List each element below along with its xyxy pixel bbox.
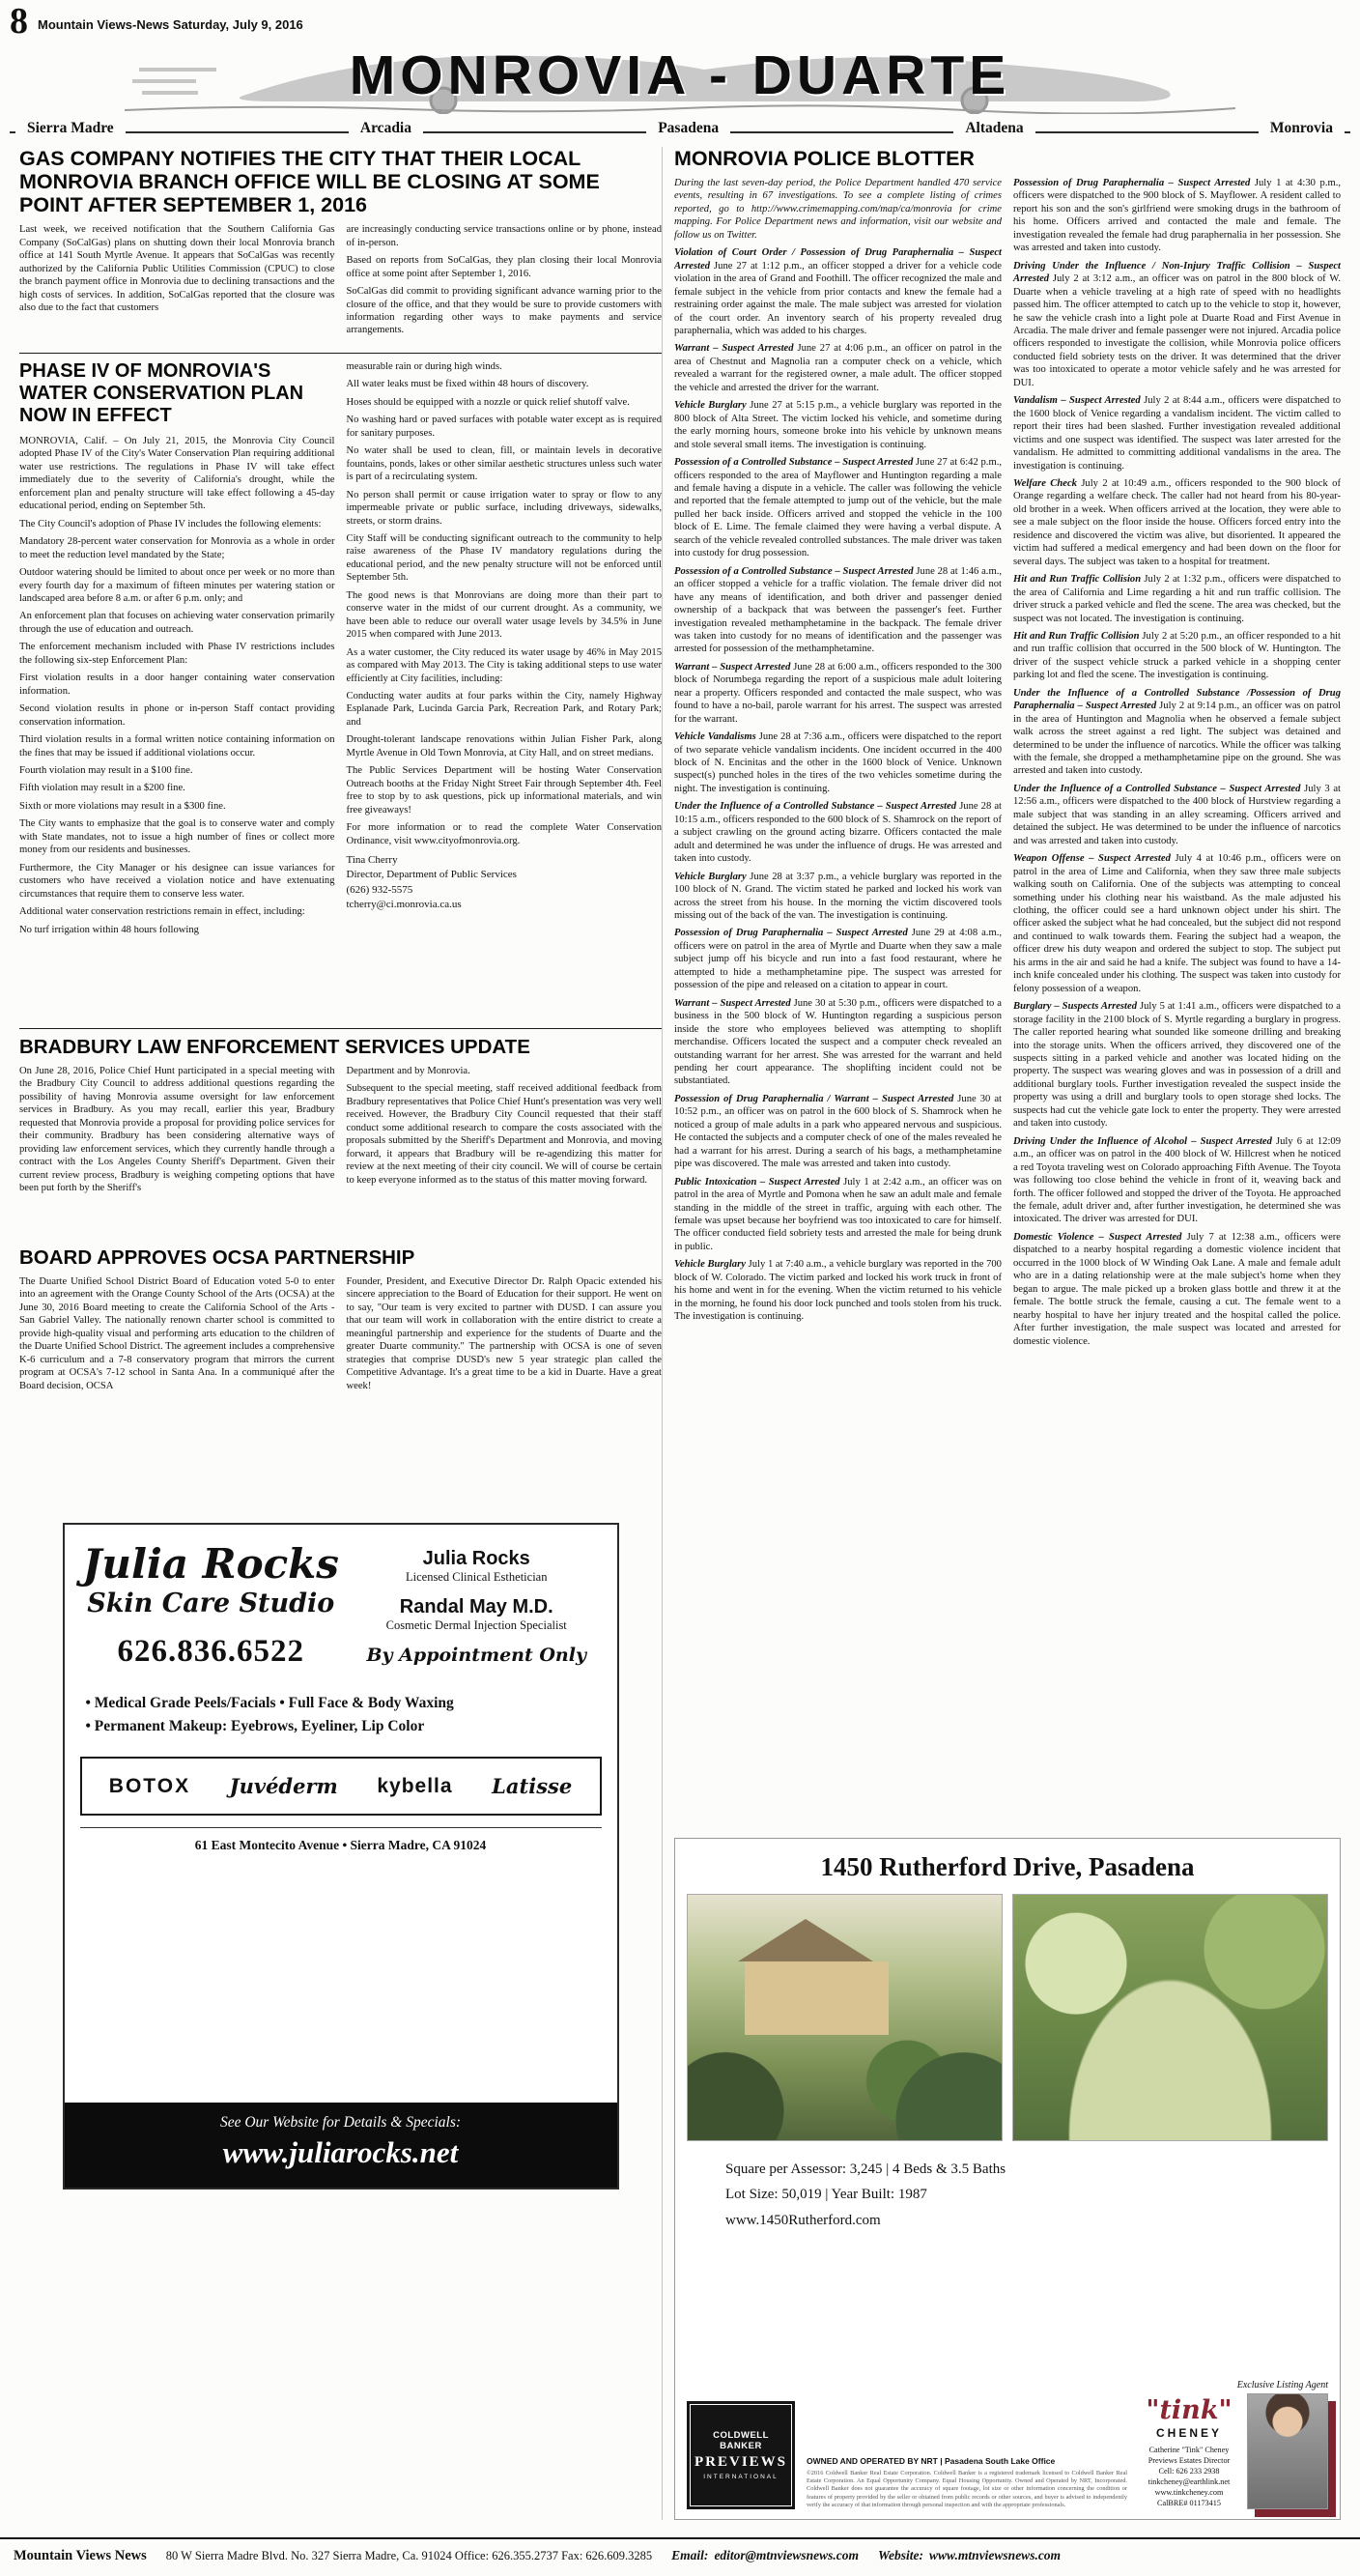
blotter-intro: During the last seven-day period, the Police Department handled 470 service events, resulting in 67 investigations. To see a complete listing of crimes reported, go to http://www.crimemapping.com/map/ca/monrovia for crime mapping. For Police Department news and information, visit our website and follow us on Twitter. xyxy=(674,178,1002,241)
footer-address: 80 W Sierra Madre Blvd. No. 327 Sierra Madre, Ca. 91024 Office: 626.355.2737 Fax: 626.609.3285 xyxy=(165,2549,653,2562)
blotter-entry xyxy=(674,456,1002,560)
blotter-entry xyxy=(674,399,1002,451)
julia-website-link[interactable]: www.juliarocks.net xyxy=(222,2135,459,2169)
paragraph: Outdoor watering should be limited to about once per week or no more than every fourth day for a maximum of fifteen minutes per watering station or landscaped area before 8 a.m. or after 6 p.m. only; and xyxy=(19,567,335,604)
blotter-entry xyxy=(1013,1231,1341,1348)
listing-house-photo xyxy=(687,1894,1003,2141)
listing-fine-print: ©2016 Coldwell Banker Real Estate Corporation. Coldwell Banker is a registered trademark licensed to Coldwell Banker Real Estate Corporation. An Equal Opportunity Company. Equal Housing Opportunity. Owned and Operated by NRT, Incorporated. Coldwell Banker does not guarantee the accuracy of square footage, lot size or other information concerning the condition or features of property provided by the seller or obtained from public records or other sources, and buyer is advised to independently verify the accuracy of that information through personal inspection and with the appropriate professionals. xyxy=(807,2470,1127,2508)
contact-email-link[interactable]: tcherry@ci.monrovia.ca.us xyxy=(346,899,462,911)
nrt-ownership-line: OWNED AND OPERATED BY NRT | Pasadena South Lake Office xyxy=(807,2456,1056,2467)
agent-contact-line: Cell: 626 233 2938 xyxy=(1158,2467,1220,2476)
blotter-entry-text: June 27 at 4:06 p.m., an officer on patrol in the area of Chestnut and Magnolia ran a computer check on a vehicle, which revealed a warrant for the registered owner, a male adult. The officer stopped the vehicle and arrested the driver for the warrant. xyxy=(674,343,1002,393)
blotter-entry xyxy=(674,565,1002,656)
blotter-entry-text: July 1 at 2:42 a.m., an officer was on patrol in the area of Myrtle and Pomona when he saw an adult male and female standing in the middle of the street in traffic, arguing with each other. The female was upset because her boyfriend was too intoxicated to care for himself. The officer conducted field sobriety tests and arrested the male for being drunk in public. xyxy=(674,1176,1002,1252)
blotter-entry xyxy=(674,1258,1002,1323)
blotter-entry-text: June 28 at 7:36 a.m., officers were dispatched to the report of two separate vehicle vandalism incidents. One incident occurred in the 400 block of N. Encinitas and the other in the 1600 block of Venice. Unknown suspect(s) punched holes in the tires of the two vehicles sometime during the night. The investigation is continuing. xyxy=(674,731,1002,794)
paragraph: Hoses should be equipped with a nozzle or quick relief shutoff valve. xyxy=(346,396,630,408)
paragraph: As a water customer, the City reduced its water usage by 46% in May 2015 as compared with May 2013. The City is taking additional steps to use water efficiently at City facilities, including: xyxy=(346,646,662,684)
blotter-entry-text: July 2 at 10:49 a.m., officers responded to the 900 block of Orange regarding a welfare check. The caller had not heard from his 80-year-old brother in a week. When officers arrived at the location, they were able to see a male subject on the floor inside the house. Officers forced entry into the residence and discovered the victim was alive, but disoriented. It appeared the victim had suffered a medical emergency and had been down on the floor for several days. The subject was taken to a hospital for treatment. xyxy=(1013,477,1341,567)
paragraph: The City Council's adoption of Phase IV includes the following elements: xyxy=(19,518,322,530)
julia-rocks-ad xyxy=(63,1523,619,2190)
contact-block xyxy=(347,853,663,913)
doctor-title: Cosmetic Dermal Injection Specialist xyxy=(385,1618,567,1632)
page-header xyxy=(10,1,1350,143)
blotter-entry-text: June 27 at 1:12 p.m., an officer stopped a driver for a vehicle code violation in the area of Grand and Foothill. The officer recognized the male and female subject in the vehicle from prior contacts and knew the female had a restraining order against the male. The male subject was arrested for violation of the court order. An inventory search of his property revealed drug paraphernalia, which was added to his charges. xyxy=(674,260,1002,336)
blotter-entry-lead: Vehicle Vandalisms xyxy=(674,731,756,743)
city-label: Sierra Madre xyxy=(15,120,126,137)
agent-contact-line: Previews Estates Director xyxy=(1148,2456,1231,2466)
section-divider xyxy=(19,353,662,354)
listing-legal-block xyxy=(807,2456,1127,2509)
blotter-entry-lead: Domestic Violence – Suspect Arrested xyxy=(1013,1231,1182,1243)
paragraph: Conducting water audits at four parks within the City, namely Highway Esplanade Park, Lucinda Garcia Park, Recreation Park, and Rotary Park; and xyxy=(346,690,662,728)
julia-phone: 626.836.6522 xyxy=(117,1634,304,1669)
julia-address: 61 East Montecito Avenue • Sierra Madre, CA 91024 xyxy=(80,1827,602,1861)
bradbury-headline: BRADBURY LAW ENFORCEMENT SERVICES UPDATE xyxy=(19,1036,530,1058)
by-appointment-note: By Appointment Only xyxy=(366,1645,586,1666)
bradbury-col2 xyxy=(347,1065,663,1200)
julia-logo-block xyxy=(80,1540,342,1670)
paragraph: MONROVIA, Calif. – On July 21, 2015, the Monrovia City Council adopted Phase IV of the City's Water Conservation Plan requiring additional water use restrictions. The regulations in Phase IV will take effect immediately due to the severity of California's drought, while the enforcement plan and penalty structure will take effect following a 45-day educational period, ending on September 5th. xyxy=(19,436,335,512)
blotter-entry-lead: Violation of Court Order / Possession of Drug Paraphernalia – Suspect Arrested xyxy=(674,247,1002,272)
blotter-entry xyxy=(1013,260,1341,390)
blotter-col1 xyxy=(674,177,1002,1353)
agent-photo xyxy=(1247,2393,1328,2509)
blotter-entry-text: June 28 at 10:15 a.m., officers responded to the 600 block of S. Shamrock on the report of a subject crawling on the ground acting bizarre. Officers contacted the male adult and determined he was under the influence of drugs. He was arrested and taken into custody. xyxy=(674,801,1002,865)
blotter-entry-text: July 2 at 1:32 p.m., officers were dispatched to the area of California and Lime regarding a hit and run traffic collision. The driver struck a parked vehicle and fled the scene. The area was checked, but the suspect was not located. The investigation is continuing. xyxy=(1013,574,1341,624)
blotter-entry-lead: Possession of a Controlled Substance – Suspect Arrested xyxy=(674,565,914,577)
footer-website-link[interactable]: www.mtnviewsnews.com xyxy=(929,2548,1062,2562)
blotter-entry-text: July 3 at 12:56 a.m., officers were dispatched to the 400 block of Hurstview regarding a male subject that was standing in an alley screaming. Officers arrived and detained the subject. He was determined to be under the influence of narcotics and was arrested and taken into custody. xyxy=(1013,783,1341,846)
city-label: Monrovia xyxy=(1259,120,1345,137)
blotter-entry-lead: Under the Influence of a Controlled Substance /Possession of Drug Paraphernalia – Suspect Arrested xyxy=(1013,687,1341,712)
paragraph: Founder, President, and Executive Director Dr. Ralph Opacic extended his sincere appreciation to the Board of Education for their support. He went on to say, "Our team is very excited to partner with DUSD. I can assure you that our team will work in collaboration with the entire district to create a meaningful partnership and experience for the students of Duarte and the greater Duarte community." The partnership with OCSA is one of seven strategies that comprise DUSD's new 5 year strategic plan called the Competitive Advantage. It's a great time to be a kid in Duarte. Have a great week! xyxy=(346,1276,662,1391)
listing-lot-line: Lot Size: 50,019 | Year Built: 1987 xyxy=(725,2187,927,2203)
blotter-entry-text: July 7 at 12:38 a.m., officers were dispatched to a nearby hospital regarding a domestic violence incident that occurred in the 1000 block of W Winding Oak Lane. A male and female adult who are in a dating relationship were at the male subject's home when they began to argue. The male picked up a broken glass bottle and threw it at the female. The bottle struck the female, causing a cut. The female went to a nearby hospital to have her injury treated and the hospital called the police. After further investigation, the male suspect was located and arrested for domestic violence. xyxy=(1013,1231,1341,1347)
service-line: • Medical Grade Peels/Facials • Full Face & Body Waxing xyxy=(85,1695,454,1711)
blotter-entry-text: June 27 at 5:15 p.m., a vehicle burglary was reported in the 800 block of Alta Street. The victim locked his vehicle, and sometime during the early morning hours, someone broke into his vehicle by unknown means and stole several small items. The investigation is continuing. xyxy=(674,400,1002,450)
blotter-entry-lead: Public Intoxication – Suspect Arrested xyxy=(674,1176,840,1188)
logo-line-1: COLDWELL BANKER xyxy=(713,2430,769,2451)
listing-website-link[interactable]: www.1450Rutherford.com xyxy=(725,2212,881,2228)
paragraph: Subsequent to the special meeting, staff received additional feedback from Bradbury representatives that Police Chief Hunt's presentation was very well received. However, the Bradbury City Council requested that their staff conduct some additional research to compare the costs associated with the proposals submitted by the Sheriff's Department and Monrovia, and moving forward, it appears that Bradbury will be re-agendizing this matter for review at the next meeting of their city council. We will of course be certain to keep everyone informed as to the status of this matter moving forward. xyxy=(346,1083,662,1186)
paragraph: The City wants to emphasize that the goal is to conserve water and comply with State mandates, not to issue a high number of fines or collect more money from our residents and businesses. xyxy=(19,818,335,856)
rutherford-listing-ad xyxy=(674,1838,1341,2520)
julia-footer-band xyxy=(65,2103,617,2188)
agent-contact-lines xyxy=(1139,2445,1239,2508)
julia-names-block xyxy=(352,1544,602,1670)
blotter-entry xyxy=(674,927,1002,991)
right-column xyxy=(662,147,1341,2520)
doctor-name: Randal May M.D. xyxy=(399,1596,553,1617)
blotter-entry xyxy=(1013,630,1341,682)
footer-paper-name: Mountain Views News xyxy=(14,2548,147,2563)
blotter-entry-text: July 5 at 1:41 a.m., officers were dispatched to a storage facility in the 2100 block of S. Myrtle regarding a burglary in progress. The caller reported hearing what sounded like someone drilling and breaking into the storage units. When the officers arrived, they discovered one of the suspects sitting in a parked vehicle and another was located hiding on the property. The suspect was wearing gloves and was in possession of a drill and additional burglary tools. Further investigation revealed the suspect inside the property was using a drill and burglary tools to open storage shed locks. The suspects had cut the vehicle gate lock to enter the property. They were arrested and taken into custody. xyxy=(1013,1001,1341,1130)
blotter-entry-text: July 2 at 8:44 a.m., officers were dispatched to the 1600 block of Venice regarding a vandalism incident. The victim called to report their tires had been slashed. Further investigation revealed additional victims and one suspect was identified. The suspect was later arrested for the vandalism. He admitted to committing additional vandalisms in the area. The investigation is continuing. xyxy=(1013,395,1341,472)
paragraph: City Staff will be conducting significant outreach to the community to help raise awareness of the Phase IV mandatory regulations during the educational period, and the new penalty structure will not be enforced until September 5th. xyxy=(346,532,662,584)
julia-script-logo: Julia Rocks xyxy=(82,1540,339,1588)
blotter-entry xyxy=(674,997,1002,1088)
logo-line-3: INTERNATIONAL xyxy=(703,2474,779,2480)
water-article-col1 xyxy=(19,360,335,941)
blotter-entry-text: July 1 at 4:30 p.m., officers were dispatched to the 900 block of S. Mayflower. A resident called to report his son and the son's girlfriend were smoking drugs in the bathroom of his home. Officers arrived and contacted the male and female. The investigation revealed the female had drug paraphernalia in her possession. She was arrested and taken into custody. xyxy=(1013,178,1341,254)
blotter-entry-lead: Possession of Drug Paraphernalia / Warrant – Suspect Arrested xyxy=(674,1093,954,1104)
blotter-entry xyxy=(674,730,1002,795)
blotter-entry xyxy=(674,800,1002,865)
coldwell-banker-previews-logo xyxy=(687,2401,795,2509)
blotter-entry-lead: Welfare Check xyxy=(1013,477,1077,489)
blotter-entry xyxy=(674,246,1002,337)
blotter-entry-lead: Possession of Drug Paraphernalia – Suspect Arrested xyxy=(674,928,908,939)
blotter-entry xyxy=(674,1176,1002,1254)
blotter-entry xyxy=(1013,477,1341,568)
exclusive-agent-label: Exclusive Listing Agent xyxy=(1236,2380,1328,2390)
paragraph: Department and by Monrovia. xyxy=(346,1066,470,1076)
agent-contact-line: Catherine "Tink" Cheney xyxy=(1148,2446,1230,2454)
julia-footer-tagline: See Our Website for Details & Specials: xyxy=(219,2114,462,2131)
juvederm-logo: Juvéderm xyxy=(229,1774,338,1798)
blotter-entry-lead: Warrant – Suspect Arrested xyxy=(674,343,794,355)
paragraph: An enforcement plan that focuses on achieving water conservation primarily through the use of education and outreach. xyxy=(19,611,335,635)
ocsa-col2 xyxy=(347,1275,663,1397)
paragraph: The enforcement mechanism included with Phase IV restrictions includes the following six-step Enforcement Plan: xyxy=(19,642,335,666)
blotter-entry-lead: Possession of Drug Paraphernalia – Suspect Arrested xyxy=(1013,178,1251,188)
masthead-title: MONROVIA - DUARTE xyxy=(349,44,1011,106)
bradbury-article xyxy=(19,1036,662,1246)
blotter-entry-text: July 2 at 9:14 p.m., an officer was on patrol in the area of Huntington and Magnolia when he observed a female subject walk across the street against a red light. The subject was detained and determined to be under the influence of narcotics. While the officer was talking with the female, she dropped a methamphetamine pipe on the ground. She was arrested and taken into custody. xyxy=(1013,701,1341,777)
paragraph: The good news is that Monrovians are doing more than their part to conserve water in the midst of our current drought. As a community, we have been able to reduce our overall water usage levels by 34.5% in June 2015 when compared with June 2013. xyxy=(346,589,662,641)
water-article-col2-text xyxy=(347,360,663,847)
blotter-entry-lead: Vehicle Burglary xyxy=(674,400,747,412)
gas-article-headline: GAS COMPANY NOTIFIES THE CITY THAT THEIR LOCAL MONROVIA BRANCH OFFICE WILL BE CLOSING AT SOME POINT AFTER SEPTEMBER 1, 2016 xyxy=(19,147,600,217)
city-label: Arcadia xyxy=(349,120,423,137)
publication-dateline: Mountain Views-News Saturday, July 9, 2016 xyxy=(38,17,303,32)
service-line: • Permanent Makeup: Eyebrows, Eyeliner, Lip Color xyxy=(85,1718,425,1734)
listing-address-title: 1450 Rutherford Drive, Pasadena xyxy=(820,1852,1195,1881)
paragraph: Drought-tolerant landscape renovations within Julian Fisher Park, along Myrtle Avenue in Old Town Monrovia, at City Hall, and on street medians. xyxy=(346,734,662,758)
paragraph: No turf irrigation within 48 hours following xyxy=(19,924,199,935)
paragraph: Fifth violation may result in a $200 fine. xyxy=(19,783,185,794)
paragraph: are increasingly conducting service transactions online or by phone, instead of in-person. xyxy=(346,224,662,248)
paragraph: First violation results in a door hanger containing water conservation information. xyxy=(19,673,335,697)
blotter-entry-lead: Driving Under the Influence / Non-Injury Traffic Collision – Suspect Arrested xyxy=(1013,260,1341,285)
blotter-entry-lead: Hit and Run Traffic Collision xyxy=(1013,574,1142,586)
paragraph: measurable rain or during high winds. xyxy=(346,361,502,372)
ocsa-col1 xyxy=(19,1275,335,1397)
blotter-entry-lead: Burglary – Suspects Arrested xyxy=(1013,1001,1137,1013)
blotter-entry-text: June 28 at 6:00 a.m., officers responded to the 300 block of Norumbega regarding the report of a suspicious male adult loitering near a property. Officers responded and contacted the male suspect, who was found to have a no-bail, parole warrant for his arrest. The suspect was arrested for the warrant. xyxy=(674,661,1002,725)
blotter-entry-lead: Under the Influence of a Controlled Substance – Suspect Arrested xyxy=(1013,783,1301,794)
blotter-entry-text: July 1 at 7:40 a.m., a vehicle burglary was reported in the 700 block of W. Colorado. The victim parked and locked his work truck in front of his home and went in for the evening. When the victim returned to his vehicle in the morning, he found his door lock punched and tools stolen from his truck. The investigation is continuing. xyxy=(674,1259,1002,1323)
blotter-entry xyxy=(1013,1000,1341,1131)
blotter-entry-text: July 2 at 3:12 a.m., an officer was on patrol in the 800 block of W. Duarte when a vehicle traveling at a high rate of speed with no headlights passed him. The officer attempted to catch up to the vehicle to stop it, however, he saw the vehicle crash into a light pole at Duarte Road and First Avenue in Arcadia. The male driver and female passenger were not injured. Arcadia police officers responded to investigate the collision, while Monrovia police officers conducted field sobriety tests on the driver. It was determined that the driver was too intoxicated to operate a motor vehicle safely and he was arrested for DUI. xyxy=(1013,273,1341,388)
footer-website-label: Website: xyxy=(878,2548,924,2562)
blotter-entry xyxy=(1013,687,1341,778)
blotter-entry-lead: Warrant – Suspect Arrested xyxy=(674,661,791,673)
blotter-entry xyxy=(674,342,1002,394)
blotter-entry-lead: Driving Under the Influence of Alcohol – Suspect Arrested xyxy=(1013,1135,1272,1147)
city-label: Altadena xyxy=(953,120,1034,137)
blotter-entry xyxy=(674,661,1002,726)
water-conservation-article xyxy=(19,360,662,1021)
listing-size-line: Square per Assessor: 3,245 | 4 Beds & 3.5 Baths xyxy=(725,2161,1006,2177)
cities-bar xyxy=(10,114,1350,143)
contact-name: Tina Cherry xyxy=(346,853,398,866)
footer-email-link[interactable]: editor@mtnviewsnews.com xyxy=(714,2548,860,2562)
paragraph: The Public Services Department will be hosting Water Conservation Outreach booths at the Friday Night Street Fair through September 4th. Feel free to stop by to ask questions, pick up informational materials, and win free giveaways! xyxy=(346,765,662,816)
blotter-entry xyxy=(1013,573,1341,625)
julia-script-sub: Skin Care Studio xyxy=(87,1589,335,1618)
bradbury-col1 xyxy=(19,1065,335,1200)
page-footer xyxy=(0,2537,1360,2576)
gas-company-article xyxy=(19,147,662,346)
paragraph: All water leaks must be fixed within 48 hours of discovery. xyxy=(346,379,589,390)
esthetician-name: Julia Rocks xyxy=(422,1548,530,1569)
paragraph: Second violation results in phone or in-person Staff contact providing conservation information. xyxy=(19,703,335,728)
blotter-entry-text: July 6 at 12:09 a.m., an officer was on patrol in the 400 block of W. Hillcrest when he noticed a red Toyota traveling west on Colorado approaching Fifth Avenue. The Toyota was following too close behind the vehicle in front of it, weaving back and forth. The officer followed and stopped the driver of the Toyota. He approached the female, adult driver and, after further investigation, he determined she was intoxicated. The driver was arrested for DUI. xyxy=(1013,1135,1341,1225)
listing-agent-card xyxy=(1139,2380,1328,2509)
blotter-entry-text: June 28 at 3:37 p.m., a vehicle burglary was reported in the 100 block of N. Grand. The victim stated he parked and locked his work van across the street from his house. In the morning the victim discovered tools missing out of the back of the van. The investigation is continuing. xyxy=(674,871,1002,922)
botox-logo: BOTOX xyxy=(108,1774,191,1797)
left-column xyxy=(19,147,662,2520)
blotter-entry xyxy=(1013,177,1341,255)
paragraph: SoCalGas did commit to providing significant advance warning prior to the closure of the office, and that they would be sure to provide customers with information regarding other ways to make payments and service arrangements. xyxy=(346,286,662,336)
ocsa-headline: BOARD APPROVES OCSA PARTNERSHIP xyxy=(19,1246,415,1269)
listing-garden-photo xyxy=(1012,1894,1328,2141)
ocsa-article xyxy=(19,1246,662,1509)
blotter-entry xyxy=(674,871,1002,923)
contact-phone: (626) 932-5575 xyxy=(346,883,413,896)
esthetician-title: Licensed Clinical Esthetician xyxy=(405,1570,548,1584)
gas-article-col2 xyxy=(347,223,663,342)
page-number: 8 xyxy=(10,1,28,42)
blotter-entry-lead: Weapon Offense – Suspect Arrested xyxy=(1013,853,1171,865)
blotter-entry xyxy=(1013,852,1341,995)
kybella-logo: kybella xyxy=(377,1774,453,1797)
masthead xyxy=(10,39,1350,114)
contact-title: Director, Department of Public Services xyxy=(346,869,517,881)
listing-details xyxy=(725,2157,1141,2233)
latisse-logo: Latisse xyxy=(492,1774,573,1798)
blotter-entry-text: July 4 at 10:46 p.m., officers were on patrol in the area of Lime and California, when they saw three male subjects walking south on California. One of the subjects was attempting to conceal something under his clothing near his waistband. As the male adjusted his clothing, the officer could see a hard unknown object under his shirt. The officer asked the subject what he had concealed, but the subject did not respond and continued to walk towards them. Fearing the subject had a weapon, the officer drew his duty weapon and ordered the subject to stop. The subject put his arms in the air and said he had a knife. The subject was found to have a 14-inch knife concealed under his clothing. The suspect was taken into custody for felony possession of a weapon. xyxy=(1013,853,1341,994)
blotter-col2 xyxy=(1013,177,1341,1353)
paragraph: Third violation results in a formal written notice containing information on the fines that may be issued if additional violations occur. xyxy=(19,734,335,758)
blotter-entry xyxy=(1013,1135,1341,1226)
paragraph: For more information or to read the complete Water Conservation Ordinance, visit www.cityofmonrovia.org. xyxy=(346,822,662,846)
paragraph: Additional water conservation restrictions remain in effect, including: xyxy=(19,906,305,918)
footer-email-label: Email: xyxy=(671,2548,709,2562)
paragraph: Fourth violation may result in a $100 fine. xyxy=(19,764,193,776)
paragraph: No person shall permit or cause irrigation water to spray or flow to any impermeable private or public surface, including driveways, sidewalks, streets, or storm drains. xyxy=(346,489,662,527)
gas-article-col1 xyxy=(19,223,335,342)
blotter-entry-text: June 27 at 6:42 p.m., officers responded to the area of Mayflower and Huntington regarding a male and female having a dispute in a vehicle. The caller was following the vehicle and reported that the female attempted to jump out of the vehicle, but the male pulled her back inside. Officers arrived and stopped the vehicle in the 100 block of E. Lime. The female claimed they were having a verbal dispute. A search of the vehicle revealed controlled substances. The male driver was taken into custody for drug possession. xyxy=(674,457,1002,559)
blotter-entry-lead: Warrant – Suspect Arrested xyxy=(674,997,791,1009)
paragraph: On June 28, 2016, Police Chief Hunt participated in a special meeting with the Bradbury City Council to address additional questions regarding the possibility of having Monrovia assume oversight for law enforcement services in Bradbury. As you may recall, earlier this year, Bradbury requested that Monrovia provide a proposal for providing police services for their community. Bradbury has been considering alternative ways of providing law enforcement services, which they currently handle through a contract with the Los Angeles County Sheriff's Department. Given their current review process, Bradbury is weighing competing options that have been put forth by the Sheriff's xyxy=(19,1066,335,1194)
paragraph: Based on reports from SoCalGas, they plan closing their local Monrovia office at some point after September 1, 2016. xyxy=(346,255,662,279)
blotter-entry-text: July 2 at 5:20 p.m., an officer responded to a hit and run traffic collision that occurred in the 500 block of W. Huntington. The driver of the suspect vehicle struck a parked vehicle in a shopping center parking lot and fled the scene. The investigation is continuing. xyxy=(1013,630,1341,681)
julia-brand-logos xyxy=(80,1757,602,1816)
water-article-col2 xyxy=(347,360,663,941)
blotter-entry-lead: Possession of a Controlled Substance – Suspect Arrested xyxy=(674,457,914,469)
blotter-entry-lead: Under the Influence of a Controlled Substance – Suspect Arrested xyxy=(674,801,957,813)
paragraph: No water shall be used to clean, fill, or maintain levels in decorative fountains, ponds, lakes or other similar aesthetic structures unless such water is part of a recirculating system. xyxy=(346,445,662,483)
blotter-entry-lead: Vehicle Burglary xyxy=(674,871,747,882)
blotter-entry-text: June 28 at 1:46 a.m., an officer stopped a vehicle for a traffic violation. The female driver did not have any means of identification, and both driver and passenger denied ownership of a backpack that was between the passenger's feet. Further investigation revealed methamphetamine in the backpack. The female driver was taken into custody for no means of identification and the passenger was arrested for possession of the methamphetamine. xyxy=(674,565,1002,655)
blotter-entry-lead: Vandalism – Suspect Arrested xyxy=(1013,395,1141,407)
julia-services-list xyxy=(65,1675,617,1745)
water-article-headline: PHASE IV OF MONROVIA'S WATER CONSERVATION PLAN NOW IN EFFECT xyxy=(19,360,304,426)
agent-nickname: "tink" xyxy=(1146,2395,1232,2425)
police-blotter-article xyxy=(674,147,1341,1830)
blotter-entry-text: June 30 at 5:30 p.m., officers were dispatched to a business in the 500 block of W. Huntington regarding a suspicious person inside the store who employees believed was attempting to shoplift merchandise. Officers located the suspect and a computer check revealed an outstanding warrant for her arrest. She was arrested for the warrant and held pending her court appearance. The shoplifting incident could not be substantiated. xyxy=(674,997,1002,1087)
agent-contact-line: CalBRE# 01173415 xyxy=(1157,2499,1221,2508)
agent-contact-line: www.tinkcheney.com xyxy=(1154,2488,1224,2498)
blotter-entry-text: June 30 at 10:52 p.m., an officer was on patrol in the 600 block of S. Shamrock when he noticed a group of male adults in a park who appeared nervous and suspicious. He contacted the subjects and a computer check of one of the males revealed he had a warrant for his arrest. During a search of his bags, a methamphetamine pipe was discovered. The male was arrested and taken into custody. xyxy=(674,1093,1002,1170)
water-article-col1-text xyxy=(19,435,335,936)
city-label: Pasadena xyxy=(646,120,730,137)
blotter-entry-lead: Hit and Run Traffic Collision xyxy=(1013,630,1140,642)
paragraph: Sixth or more violations may result in a $300 fine. xyxy=(19,800,226,812)
blotter-entry xyxy=(1013,783,1341,847)
paragraph: Furthermore, the City Manager or his designee can issue variances for customers who have received a violation notice and have extenuating circumstances that require them to conserve less water. xyxy=(19,862,335,900)
blotter-entry xyxy=(1013,394,1341,472)
paragraph: Mandatory 28-percent water conservation for Monrovia as a whole in order to meet the reduction level mandated by the State; xyxy=(19,536,335,560)
blotter-entry-text: June 29 at 4:08 a.m., officers were on patrol in the area of Myrtle and Duarte when they saw a male subject jump off his bicycle and run into a fast food restaurant, where he attempted to hide a methamphetamine pipe. The suspect was arrested for possession of the pipe and released on a citation to appear in court. xyxy=(674,928,1002,991)
blotter-entry xyxy=(674,1093,1002,1171)
agent-lastname: CHENEY xyxy=(1155,2426,1222,2440)
police-blotter-headline: MONROVIA POLICE BLOTTER xyxy=(674,147,975,170)
paragraph: Last week, we received notification that the Southern California Gas Company (SoCalGas) plans on shutting down their local Monrovia branch office at 141 South Myrtle Avenue. It appears that SoCalGas was recently authorized by the California Public Utilities Commission (CPUC) to close the branch payment office in Monrovia due to declining transactions and the high costs of services. In addition, SoCalGas reported that the closure was also due to the fact that customers xyxy=(19,224,335,313)
blotter-entry-lead: Vehicle Burglary xyxy=(674,1259,746,1271)
logo-line-2: PREVIEWS xyxy=(694,2454,788,2470)
section-divider xyxy=(19,1028,662,1029)
agent-contact-line: tinkcheney@earthlink.net xyxy=(1148,2477,1231,2487)
paragraph: The Duarte Unified School District Board of Education voted 5-0 to enter into an agreement with the Orange County School of the Arts (OCSA) at the June 30, 2016 Board meeting to create the California School of the Arts - San Gabriel Valley. The nationally renown charter school is committed to provide high-quality visual and performing arts education to the children of the Duarte Unified School District. The agreement includes a comprehensive K-6 curriculum and a 7-8 conservatory program that mirrors the current program at OCSA's 7-12 school in Santa Ana. In a communiqué after the Board decision, OCSA xyxy=(19,1276,335,1391)
paragraph: No washing hard or paved surfaces with potable water except as is required for sanitary purposes. xyxy=(346,415,662,439)
